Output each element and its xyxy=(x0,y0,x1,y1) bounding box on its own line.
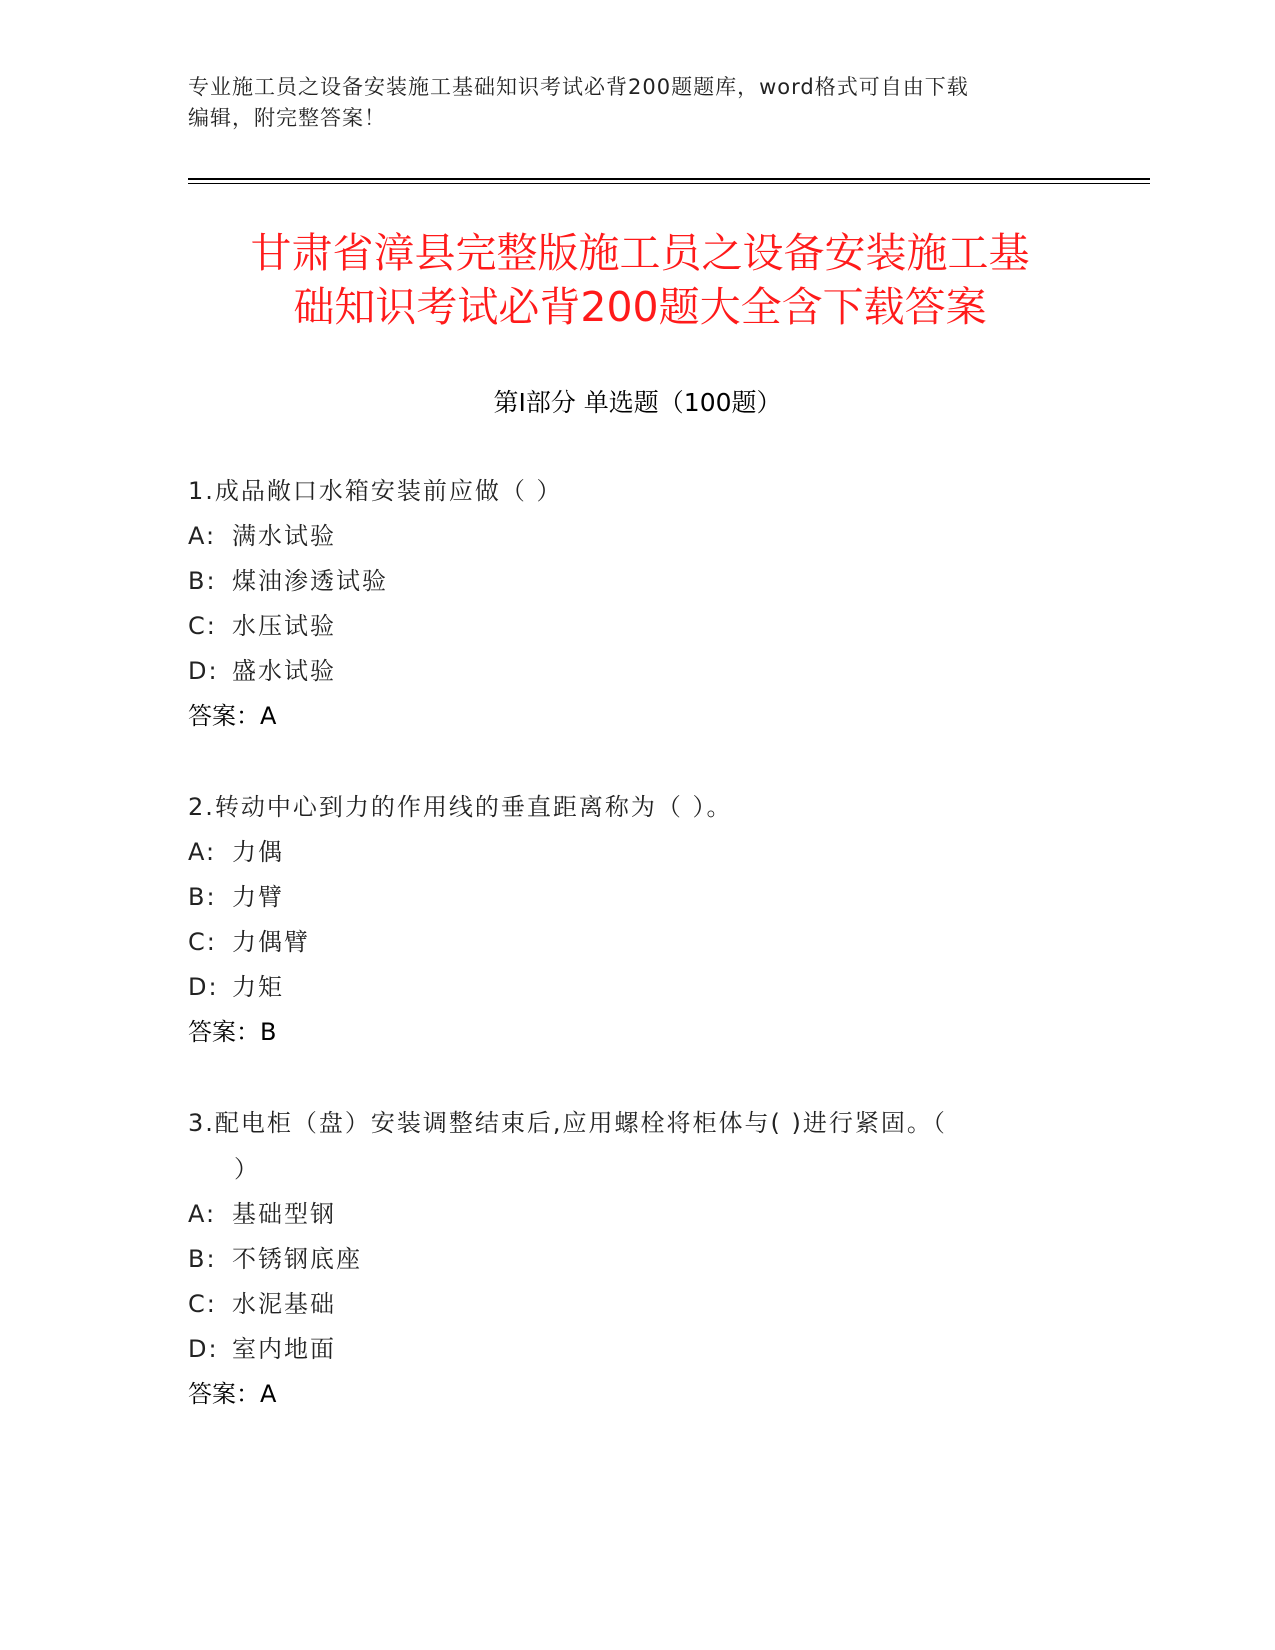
option-d xyxy=(188,965,1068,1010)
option-text: 室内地面 xyxy=(232,1335,336,1363)
header-divider-thin xyxy=(188,183,1150,184)
answer: 答案：A xyxy=(188,1380,277,1408)
answer: 答案：A xyxy=(188,702,277,730)
option-text: 力偶臂 xyxy=(232,928,310,956)
option-text: 力矩 xyxy=(232,973,284,1001)
option-c xyxy=(188,1282,1068,1327)
option-key: A: xyxy=(188,522,217,550)
option-text: 煤油渗透试验 xyxy=(232,567,388,595)
question-text: 1.成品敞口水箱安装前应做（ ） xyxy=(188,477,563,505)
document-title xyxy=(160,226,1120,334)
option-b xyxy=(188,1237,1068,1282)
document-title-line-1: 甘肃省漳县完整版施工员之设备安装施工基 xyxy=(250,229,1030,277)
section-heading: 第Ⅰ部分 单选题（100题） xyxy=(493,388,782,417)
option-d xyxy=(188,649,1068,694)
question-text: 2.转动中心到力的作用线的垂直距离称为（ ）。 xyxy=(188,793,733,821)
question-3 xyxy=(188,1100,1068,1417)
option-key: C: xyxy=(188,1290,217,1318)
option-key: D: xyxy=(188,657,219,685)
answer: 答案：B xyxy=(188,1018,277,1046)
option-key: C: xyxy=(188,928,217,956)
option-text: 水泥基础 xyxy=(232,1290,336,1318)
option-key: D: xyxy=(188,973,219,1001)
option-key: B: xyxy=(188,883,217,911)
option-text: 力臂 xyxy=(232,883,284,911)
option-a xyxy=(188,1192,1068,1237)
option-b xyxy=(188,559,1068,604)
option-text: 盛水试验 xyxy=(232,657,336,685)
option-b xyxy=(188,875,1068,920)
option-key: C: xyxy=(188,612,217,640)
option-key: B: xyxy=(188,1245,217,1273)
header-note-line-2: 编辑，附完整答案！ xyxy=(188,106,386,130)
document-title-line-2: 础知识考试必背200题大全含下载答案 xyxy=(293,283,987,331)
option-text: 不锈钢底座 xyxy=(232,1245,362,1273)
header-divider-thick xyxy=(188,178,1150,180)
option-a xyxy=(188,830,1068,875)
option-key: A: xyxy=(188,838,217,866)
header-note xyxy=(188,72,1068,134)
question-text-line-1: 3.配电柜（盘）安装调整结束后,应用螺栓将柜体与( )进行紧固。（ xyxy=(188,1109,947,1137)
option-key: D: xyxy=(188,1335,219,1363)
option-d xyxy=(188,1327,1068,1372)
option-c xyxy=(188,920,1068,965)
option-key: A: xyxy=(188,1200,217,1228)
question-1 xyxy=(188,468,1068,739)
option-text: 力偶 xyxy=(232,838,284,866)
option-text: 基础型钢 xyxy=(232,1200,336,1228)
question-text-continuation: ） xyxy=(234,1155,260,1183)
question-2 xyxy=(188,784,1068,1055)
option-text: 满水试验 xyxy=(232,522,336,550)
option-text: 水压试验 xyxy=(232,612,336,640)
header-note-line-1: 专业施工员之设备安装施工基础知识考试必背200题题库，word格式可自由下载 xyxy=(188,75,969,99)
option-a xyxy=(188,514,1068,559)
option-c xyxy=(188,604,1068,649)
question-text xyxy=(188,1100,1068,1192)
option-key: B: xyxy=(188,567,217,595)
